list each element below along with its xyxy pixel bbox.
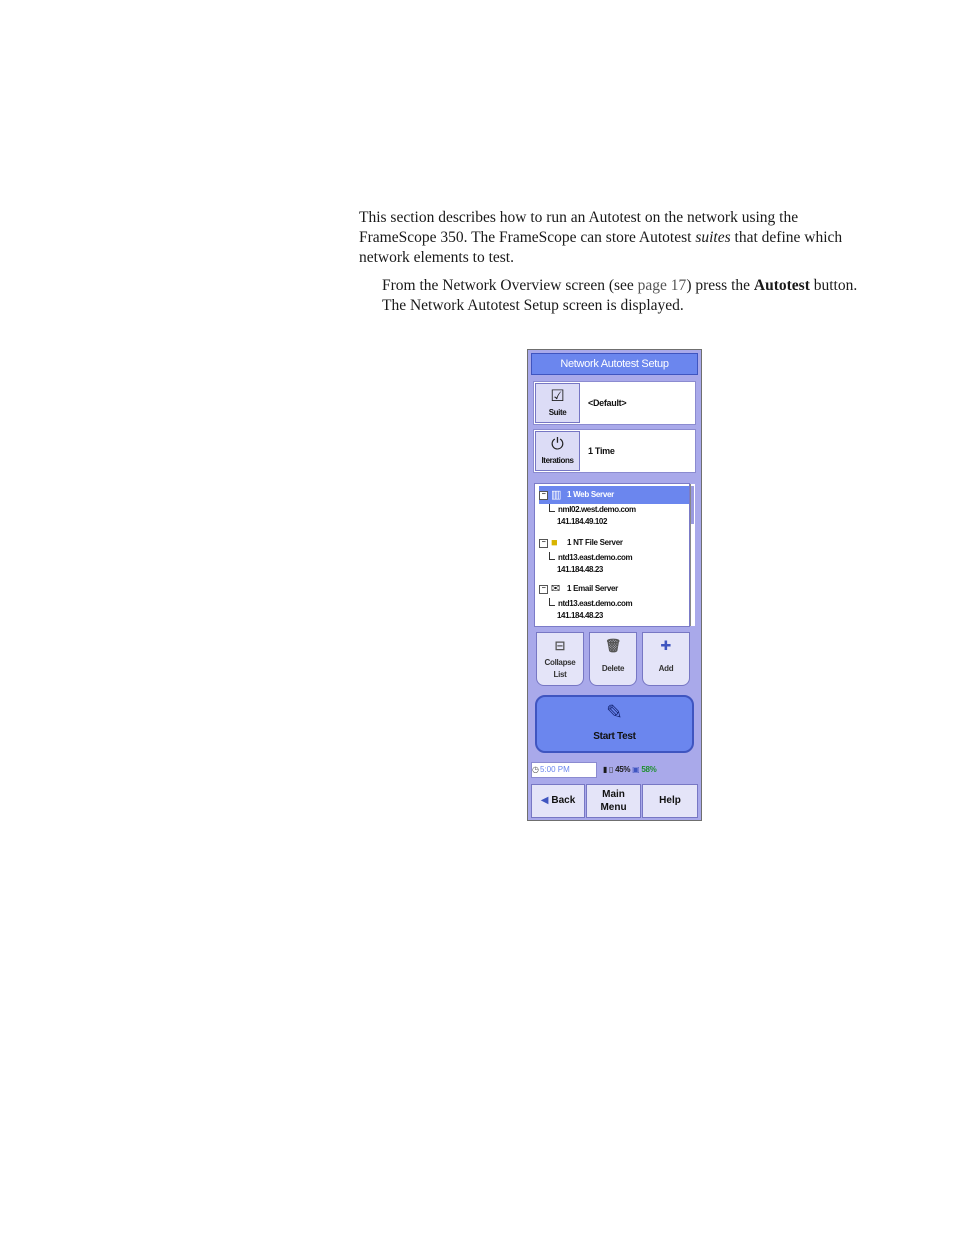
main-menu-line1: Main (602, 789, 625, 800)
server-name: 1 Web Server (567, 490, 614, 500)
battery-level: 45% (615, 765, 631, 774)
suite-value: <Default> (588, 398, 627, 408)
start-test-label: Start Test (593, 731, 636, 742)
step-paragraph (382, 276, 882, 316)
tree-branch (549, 598, 555, 606)
host-text: ntd13.east.demo.com (558, 599, 633, 608)
collapse-label (537, 657, 583, 681)
minus-icon[interactable]: − (539, 585, 548, 594)
disk-icon: ▣ (632, 765, 640, 774)
trash-icon: 🗑 (604, 638, 622, 653)
battery-icon: ▯ (609, 765, 614, 774)
server-ip: 141.184.49.102 (557, 517, 608, 526)
main-menu-button[interactable] (586, 784, 641, 818)
add-label: Add (658, 664, 674, 673)
delete-label: Delete (601, 664, 625, 673)
tree-item-header[interactable] (539, 486, 689, 504)
server-ip: 141.184.48.23 (557, 611, 603, 620)
iterations-icon: ⏻ (551, 436, 564, 453)
tree-branch (549, 504, 555, 512)
screen-title: Network Autotest Setup (531, 353, 698, 375)
help-label: Help (659, 795, 681, 806)
host-text: ntd13.east.demo.com (558, 553, 633, 562)
suite-button[interactable] (535, 383, 580, 423)
page-link[interactable]: page 17 (637, 277, 687, 294)
email-icon: ✉ (551, 583, 560, 595)
server-name: 1 NT File Server (567, 538, 623, 548)
collapse-icon: ⊟ (554, 638, 566, 653)
back-arrow-icon: ◀ (540, 795, 549, 806)
tree-item-header[interactable] (539, 580, 689, 598)
start-test-button[interactable] (535, 695, 694, 753)
server-tree[interactable] (534, 483, 690, 627)
collapse-label-line2: List (553, 670, 567, 679)
intro-paragraph (359, 208, 879, 268)
nav-bar (531, 784, 698, 818)
main-menu-line2: Menu (600, 802, 627, 813)
folder-icon: ■ (551, 537, 558, 549)
disk-level: 58% (641, 765, 657, 774)
step-text-2: ) press the (686, 277, 754, 294)
scrollbar-thumb[interactable] (691, 486, 694, 524)
device-icon: ▮ (603, 765, 608, 774)
minus-icon[interactable]: − (539, 491, 548, 500)
host-text: nml02.west.demo.com (558, 505, 636, 514)
collapse-list-button[interactable] (536, 632, 584, 686)
intro-text-1: This section describes how to run an Autotest on the network using the FrameScope 350. The FrameScope can store Autotest (359, 209, 799, 246)
server-rack-icon: ▥ (551, 489, 562, 501)
tree-branch (549, 552, 555, 560)
back-button[interactable] (531, 784, 585, 818)
tree-item-email-server[interactable] (539, 580, 689, 622)
plus-icon: ✚ (660, 638, 672, 653)
iterations-label: Iterations (541, 456, 574, 465)
server-ip: 141.184.48.23 (557, 565, 603, 574)
server-host (539, 504, 689, 516)
suite-label: Suite (548, 408, 567, 417)
server-name: 1 Email Server (567, 584, 618, 594)
minus-icon[interactable]: − (539, 539, 548, 548)
step-text-3: button. The Network Autotest Setup screen is displayed. (382, 277, 858, 314)
clock-time: 5:00 PM (539, 765, 570, 774)
iterations-value: 1 Time (588, 446, 615, 456)
intro-emphasis: suites (695, 229, 731, 246)
step-bold: Autotest (753, 277, 810, 294)
status-indicators (603, 762, 656, 778)
tree-item-file-server[interactable] (539, 534, 689, 576)
step-text-1: From the Network Overview screen (see (382, 277, 638, 294)
help-button[interactable] (642, 784, 698, 818)
status-bar (531, 760, 698, 780)
intro-text-2: that define which network elements to test. (359, 229, 843, 266)
start-test-icon: ✎ (606, 702, 623, 724)
tree-item-header[interactable] (539, 534, 689, 552)
tree-item-web-server[interactable] (539, 486, 689, 528)
device-screen (527, 349, 702, 821)
suite-row (533, 381, 696, 425)
iterations-button[interactable] (535, 431, 580, 471)
suite-check-icon: ☑ (550, 388, 565, 405)
add-button[interactable] (642, 632, 690, 686)
back-label: Back (551, 795, 576, 806)
clock[interactable] (531, 762, 597, 778)
collapse-label-line1: Collapse (544, 658, 576, 667)
tree-scrollbar[interactable] (690, 484, 695, 626)
delete-button[interactable] (589, 632, 637, 686)
iterations-row (533, 429, 696, 473)
server-host (539, 598, 689, 610)
clock-icon: ◷ (532, 765, 539, 774)
server-host (539, 552, 689, 564)
